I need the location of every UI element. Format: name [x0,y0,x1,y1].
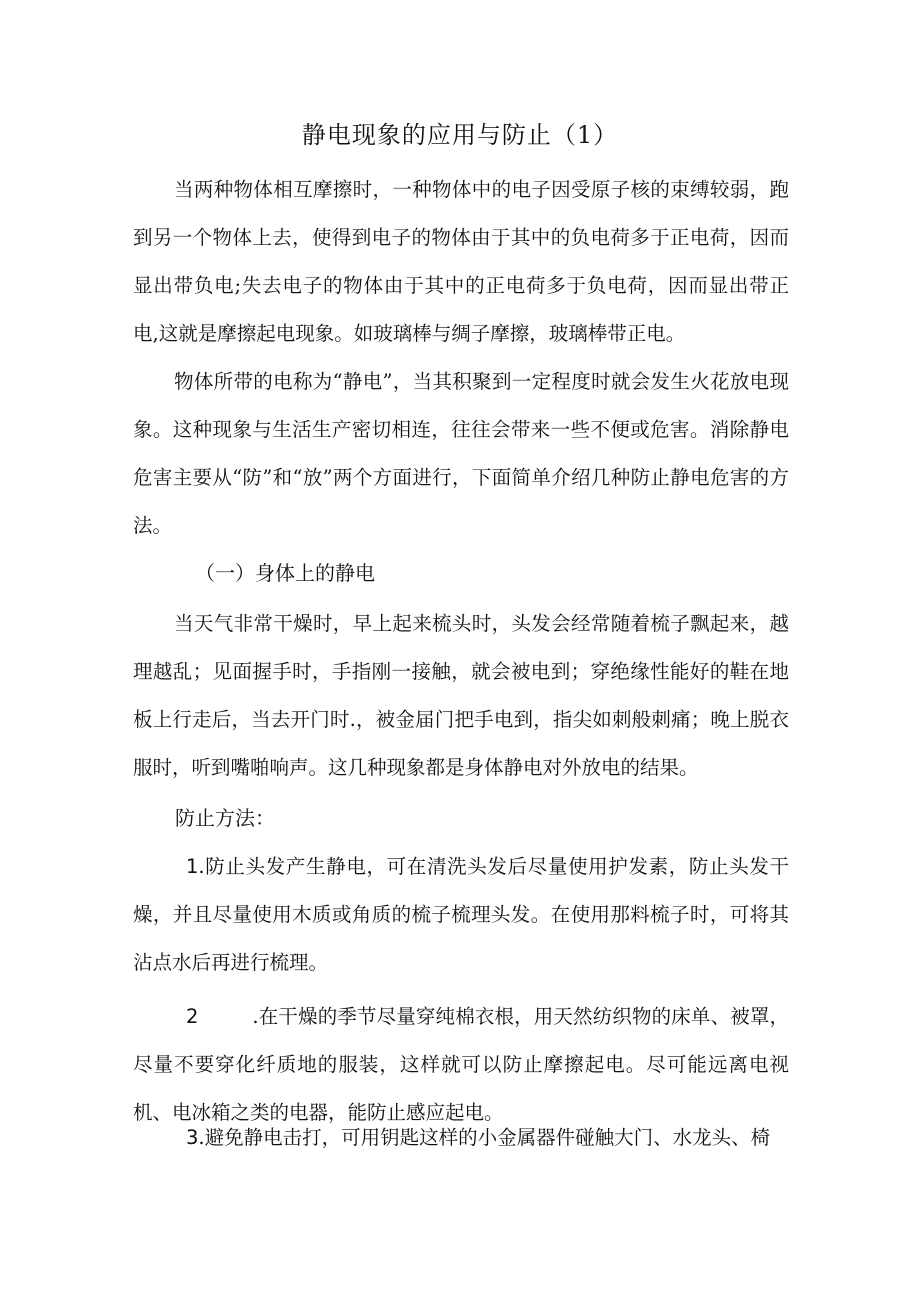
methods-heading: 防止方法： [175,806,275,830]
method-item [133,1114,789,1162]
method-item-text: .在干燥的季节尽量穿纯棉衣根，用天然纺织物的床单、被罩，尽量不要穿化纤质地的服装，这样就可以防止摩擦起电。尽可能远离电视机、电冰箱之类的电器，能防止感应起电。 [133,1005,789,1124]
method-item-text: .避免静电击打，可用钥匙这样的小金属器件碰触大门、水龙头、椅 [198,1126,771,1149]
method-item-number: 1 [186,855,199,878]
static-paragraph: 物体所带的电称为“静电”，当其积聚到一定程度时就会发生火花放电现象。这种现象与生活生产密切相连，往往会带来一些不便或危害。消除静电危害主要从“防”和“放”两个方面进行，下面简单介绍几种防止静电危害的方法。 [133,370,789,537]
section-paragraph: 当天气非常干燥时，早上起来梳头时，头发会经常随着梳子飘起来，越理越乱；见面握手时，手指刚一接触，就会被电到；穿绝缘性能好的鞋在地板上行走后，当去开门时.，被金届门把手电到，指尖如刺般刺痛；晚上脱衣服时，听到嘴啪响声。这几种现象都是身体静电对外放电的结果。 [133,612,789,779]
method-item-text: .防止头发产生静电，可在清洗头发后尽量使用护发素，防止头发干燥，并且尽量使用木质或角质的梳子梳理头发。在使用那料梳子时，可将其沾点水后再进行梳理。 [133,855,789,974]
section-heading: （一）身体上的静电 [195,561,375,585]
method-item-number: 3 [186,1126,199,1149]
intro-paragraph: 当两种物体相互摩擦时，一种物体中的电子因受原子核的束缚较弱，跑到另一个物体上去，使得到电子的物体由于其中的负电荷多于正电荷，因而显出带负电;失去电子的物体由于其中的正电荷多于负电荷，因而显出带正电,这就是摩擦起电现象。如玻璃棒与绸子摩擦，玻璃棒带正电。 [133,178,789,345]
page-title: 静电现象的应用与防止（1） [301,121,619,149]
method-item-number: 2 [186,1005,199,1028]
method-item [133,843,789,987]
